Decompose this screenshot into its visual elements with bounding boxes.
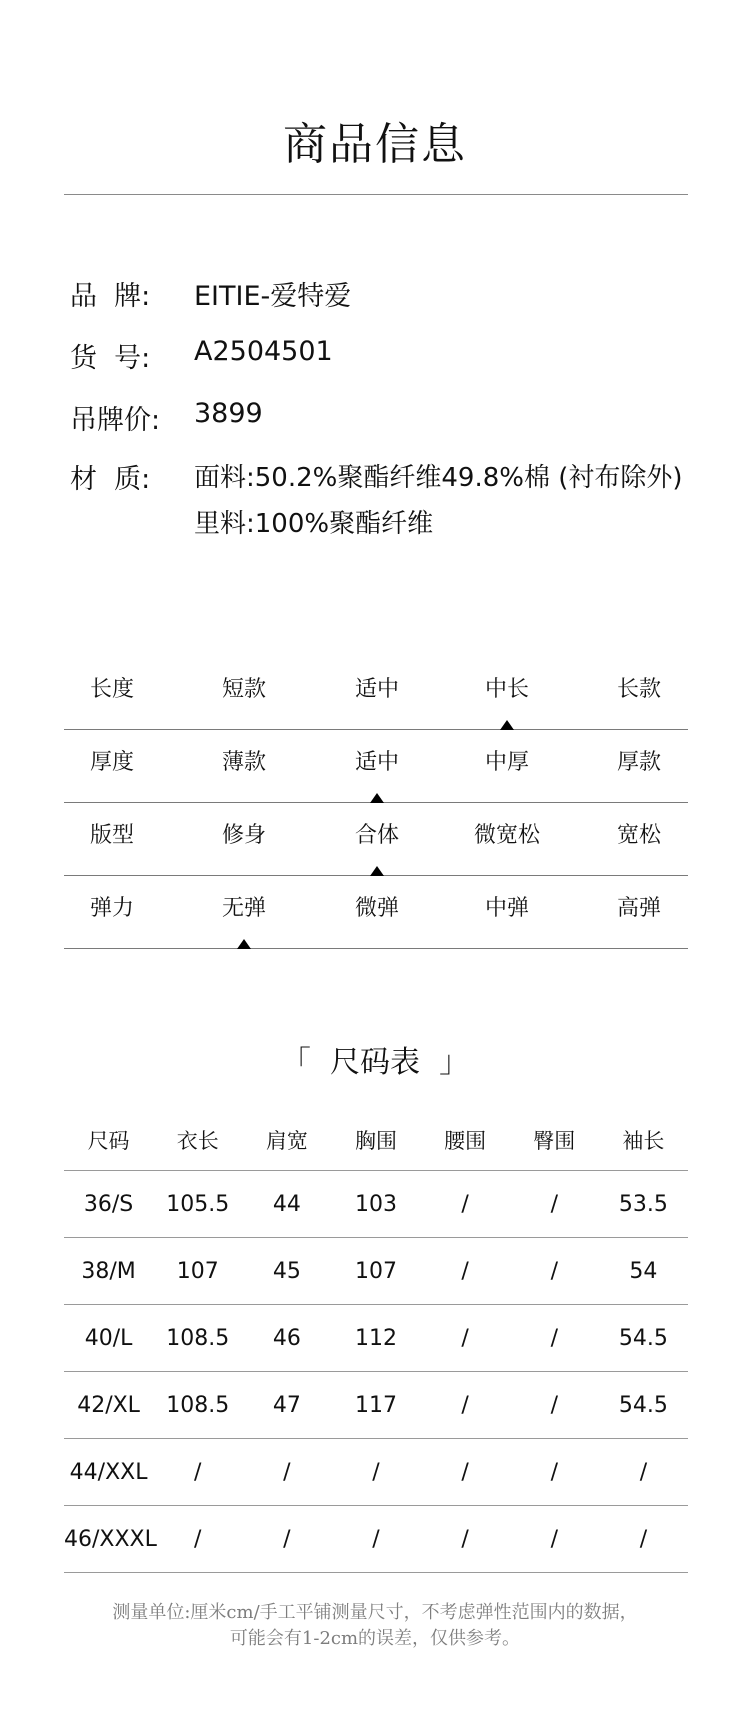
attribute-name: 弹力 [89,896,134,921]
size-table-body [64,1171,688,1573]
size-value-cell: 44 [242,1171,331,1238]
size-value-cell: / [331,1506,420,1573]
size-value-cell: 105.5 [153,1171,242,1238]
note-line: 可能会有1-2cm的误差，仅供参考。 [229,1628,521,1649]
size-header-cell: 腰围 [421,1110,510,1171]
size-value-cell: 103 [331,1171,420,1238]
size-label-cell: 36/S [64,1171,153,1238]
info-value: 3899 [194,398,263,429]
size-value-cell: 53.5 [599,1171,688,1238]
info-label: 品 牌: [70,281,151,312]
attribute-option: 宽松 [616,823,661,848]
size-header-cell: 尺码 [64,1110,153,1171]
attribute-option: 适中 [354,750,399,775]
attribute-row-divider [64,948,688,949]
info-label: 货 号: [70,343,151,374]
attribute-row [64,876,688,949]
size-value-cell: 46 [242,1305,331,1372]
title-divider [64,194,688,195]
info-value-lining: 里料:100%聚酯纤维 [194,509,434,539]
size-label-cell: 42/XL [64,1372,153,1439]
size-table-header [64,1110,688,1171]
size-value-cell: / [510,1305,599,1372]
size-value-cell: / [421,1439,510,1506]
size-value-cell: / [510,1506,599,1573]
note-line: 测量单位:厘米cm/手工平铺测量尺寸，不考虑弹性范围内的数据， [112,1602,638,1623]
table-row [64,1305,688,1372]
size-value-cell: / [421,1506,510,1573]
measurement-note [0,1600,750,1652]
selected-marker-icon [237,939,251,949]
size-value-cell: 54.5 [599,1372,688,1439]
size-header-cell: 衣长 [153,1110,242,1171]
size-chart-title: 「 尺码表 」 [280,1045,470,1080]
selected-marker-icon [370,866,384,876]
size-table [64,1110,688,1573]
page-title: 商品信息 [283,119,467,170]
table-row [64,1439,688,1506]
selected-marker-icon [370,793,384,803]
attribute-option: 中弹 [484,896,529,921]
info-label: 材 质: [70,464,151,495]
selected-marker-icon [500,720,514,730]
size-label-cell: 38/M [64,1238,153,1305]
attribute-option: 长款 [616,677,661,702]
attribute-option: 薄款 [221,750,266,775]
size-header-cell: 臀围 [510,1110,599,1171]
size-label-cell: 44/XXL [64,1439,153,1506]
attribute-name: 版型 [89,823,134,848]
size-value-cell: / [510,1372,599,1439]
attribute-option: 微宽松 [473,823,540,848]
attribute-option: 微弹 [354,896,399,921]
attribute-name: 厚度 [89,750,134,775]
size-value-cell: / [153,1506,242,1573]
size-header-cell: 袖长 [599,1110,688,1171]
size-value-cell: 107 [153,1238,242,1305]
info-value: EITIE-爱特爱 [194,281,352,312]
size-value-cell: / [421,1171,510,1238]
size-value-cell: 117 [331,1372,420,1439]
size-value-cell: 54.5 [599,1305,688,1372]
size-value-cell: / [153,1439,242,1506]
size-label-cell: 46/XXXL [64,1506,153,1573]
attribute-option: 中厚 [484,750,529,775]
size-value-cell: / [421,1238,510,1305]
table-row [64,1372,688,1439]
size-value-cell: 107 [331,1238,420,1305]
size-value-cell: 47 [242,1372,331,1439]
table-row [64,1238,688,1305]
size-value-cell: / [510,1171,599,1238]
size-value-cell: 45 [242,1238,331,1305]
size-value-cell: / [242,1506,331,1573]
attribute-row [64,657,688,730]
attribute-name: 长度 [89,677,134,702]
attribute-option: 无弹 [221,896,266,921]
size-value-cell: / [421,1372,510,1439]
size-value-cell: / [421,1305,510,1372]
size-value-cell: / [331,1439,420,1506]
attribute-row [64,730,688,803]
size-value-cell: 112 [331,1305,420,1372]
size-value-cell: 108.5 [153,1305,242,1372]
attribute-option: 厚款 [616,750,661,775]
attribute-option: 修身 [221,823,266,848]
table-row [64,1171,688,1238]
size-header-cell: 肩宽 [242,1110,331,1171]
info-label: 吊牌价: [70,405,161,436]
size-label-cell: 40/L [64,1305,153,1372]
size-value-cell: 108.5 [153,1372,242,1439]
table-row [64,1506,688,1573]
size-header-cell: 胸围 [331,1110,420,1171]
size-value-cell: / [599,1439,688,1506]
size-value-cell: 54 [599,1238,688,1305]
attribute-option: 短款 [221,677,266,702]
attribute-option: 高弹 [616,896,661,921]
size-value-cell: / [242,1439,331,1506]
info-value: A2504501 [194,336,333,367]
attribute-option: 合体 [354,823,399,848]
attribute-option: 适中 [354,677,399,702]
size-value-cell: / [510,1439,599,1506]
size-value-cell: / [510,1238,599,1305]
attribute-option: 中长 [484,677,529,702]
info-value: 面料:50.2%聚酯纤维49.8%棉 (衬布除外) [194,463,683,493]
size-value-cell: / [599,1506,688,1573]
attribute-row [64,803,688,876]
